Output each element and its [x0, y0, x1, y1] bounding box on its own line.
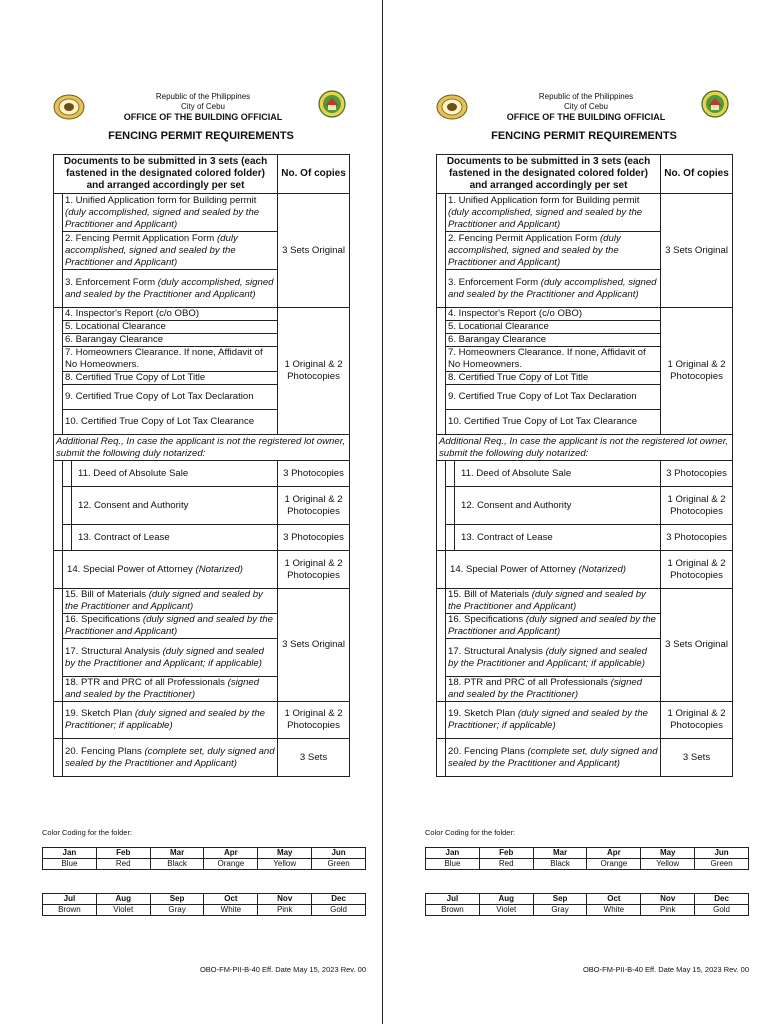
requirement-item: 18. PTR and PRC of all Professionals (signed and sealed by the Practitioner) — [446, 677, 661, 702]
color-cell: Yellow — [641, 859, 695, 870]
requirement-item: 5. Locational Clearance — [446, 321, 661, 334]
requirement-item: 8. Certified True Copy of Lot Title — [63, 372, 278, 385]
requirement-item: 19. Sketch Plan (duly signed and sealed by the Practitioner; if applicable) — [63, 702, 278, 739]
copies-column-header: No. Of copies — [278, 155, 350, 194]
color-coding-table-jul-dec — [425, 893, 749, 916]
color-cell: Brown — [43, 905, 97, 916]
document-title: FENCING PERMIT REQUIREMENTS — [491, 130, 677, 142]
requirement-item: 6. Barangay Clearance — [446, 334, 661, 347]
copies-cell: 3 Photocopies — [278, 461, 350, 487]
month-cell: Dec — [312, 894, 366, 905]
requirement-item: 2. Fencing Permit Application Form (duly accomplished, signed and sealed by the Practitioner and Applicant) — [63, 232, 278, 270]
city-line: City of Cebu — [563, 102, 609, 111]
copies-cell: 3 Sets — [661, 739, 733, 777]
color-cell: Violet — [96, 905, 150, 916]
color-cell: Green — [312, 859, 366, 870]
city-line: City of Cebu — [180, 102, 226, 111]
copies-cell: 1 Original & 2 Photocopies — [278, 487, 350, 525]
office-name: OFFICE OF THE BUILDING OFFICIAL — [506, 112, 666, 122]
requirement-item: 11. Deed of Absolute Sale — [455, 461, 661, 487]
republic-line: Republic of the Philippines — [538, 92, 634, 101]
month-cell: Aug — [96, 894, 150, 905]
requirements-table — [53, 154, 350, 777]
requirement-item: 7. Homeowners Clearance. If none, Affidavit of No Homeowners. — [446, 347, 661, 372]
month-cell: Jan — [426, 848, 480, 859]
obo-seal-icon — [316, 90, 348, 118]
documents-column-header: Documents to be submitted in 3 sets (each fastened in the designated colored folder) and arranged accordingly per set — [437, 155, 661, 194]
color-coding-label: Color Coding for the folder: — [42, 828, 133, 837]
copies-cell: 1 Original & 2 Photocopies — [661, 702, 733, 739]
cebu-city-seal-icon — [53, 94, 85, 120]
requirement-item: 1. Unified Application form for Building permit (duly accomplished, signed and sealed by the Practitioner and Applicant) — [63, 194, 278, 232]
form-code-footer: OBO-FM-PII-B-40 Eff. Date May 15, 2023 Rev. 00 — [582, 965, 749, 974]
month-cell: May — [641, 848, 695, 859]
additional-requirements-note: Additional Req., In case the applicant is not the registered lot owner, submit the following duly notarized: — [437, 435, 733, 461]
requirement-item: 15. Bill of Materials (duly signed and sealed by the Practitioner and Applicant) — [446, 589, 661, 614]
color-coding-table-jul-dec — [42, 893, 366, 916]
copies-cell: 1 Original & 2 Photocopies — [278, 308, 350, 435]
requirement-item: 13. Contract of Lease — [72, 525, 278, 551]
copies-cell: 3 Sets Original — [278, 589, 350, 702]
color-cell: Gold — [312, 905, 366, 916]
copies-cell: 1 Original & 2 Photocopies — [661, 551, 733, 589]
color-coding-table-jan-jun — [425, 847, 749, 870]
requirement-item: 10. Certified True Copy of Lot Tax Clearance — [446, 410, 661, 435]
copies-cell: 3 Photocopies — [661, 461, 733, 487]
requirement-item: 1. Unified Application form for Building permit (duly accomplished, signed and sealed by the Practitioner and Applicant) — [446, 194, 661, 232]
month-cell: Apr — [587, 848, 641, 859]
color-cell: Black — [150, 859, 204, 870]
color-coding-table-jan-jun — [42, 847, 366, 870]
copies-cell: 1 Original & 2 Photocopies — [278, 551, 350, 589]
color-cell: Gold — [695, 905, 749, 916]
color-cell: Orange — [587, 859, 641, 870]
documents-column-header: Documents to be submitted in 3 sets (each fastened in the designated colored folder) and arranged accordingly per set — [54, 155, 278, 194]
month-cell: Oct — [587, 894, 641, 905]
month-cell: Sep — [150, 894, 204, 905]
month-cell: Jul — [43, 894, 97, 905]
month-cell: Mar — [150, 848, 204, 859]
copies-cell: 1 Original & 2 Photocopies — [661, 308, 733, 435]
permit-copy-right — [383, 0, 767, 1024]
document-title: FENCING PERMIT REQUIREMENTS — [108, 130, 294, 142]
form-code-footer: OBO-FM-PII-B-40 Eff. Date May 15, 2023 Rev. 00 — [199, 965, 366, 974]
letterhead — [53, 88, 353, 128]
color-cell: Black — [533, 859, 587, 870]
requirement-item: 9. Certified True Copy of Lot Tax Declaration — [63, 385, 278, 410]
copies-cell: 1 Original & 2 Photocopies — [661, 487, 733, 525]
republic-line: Republic of the Philippines — [155, 92, 251, 101]
color-cell: Gray — [150, 905, 204, 916]
color-cell: Violet — [479, 905, 533, 916]
color-cell: White — [587, 905, 641, 916]
additional-requirements-note: Additional Req., In case the applicant is not the registered lot owner, submit the following duly notarized: — [54, 435, 350, 461]
copies-cell: 3 Sets Original — [278, 194, 350, 308]
month-cell: Jul — [426, 894, 480, 905]
copies-column-header: No. Of copies — [661, 155, 733, 194]
copies-cell: 3 Sets — [278, 739, 350, 777]
requirement-item: 18. PTR and PRC of all Professionals (signed and sealed by the Practitioner) — [63, 677, 278, 702]
month-cell: Apr — [204, 848, 258, 859]
color-cell: Orange — [204, 859, 258, 870]
requirement-item: 6. Barangay Clearance — [63, 334, 278, 347]
requirement-item: 11. Deed of Absolute Sale — [72, 461, 278, 487]
requirement-item: 2. Fencing Permit Application Form (duly accomplished, signed and sealed by the Practitioner and Applicant) — [446, 232, 661, 270]
requirement-item: 9. Certified True Copy of Lot Tax Declaration — [446, 385, 661, 410]
month-cell: Mar — [533, 848, 587, 859]
requirement-item: 20. Fencing Plans (complete set, duly signed and sealed by the Practitioner and Applicant) — [63, 739, 278, 777]
color-cell: Pink — [641, 905, 695, 916]
requirement-item: 17. Structural Analysis (duly signed and sealed by the Practitioner and Applicant; if applicable) — [63, 639, 278, 677]
copies-cell: 3 Sets Original — [661, 589, 733, 702]
month-cell: Feb — [96, 848, 150, 859]
month-cell: Nov — [641, 894, 695, 905]
requirement-item: 14. Special Power of Attorney (Notarized) — [63, 551, 278, 589]
color-cell: Brown — [426, 905, 480, 916]
color-cell: Red — [96, 859, 150, 870]
month-cell: Jan — [43, 848, 97, 859]
requirements-table — [436, 154, 733, 777]
requirement-item: 15. Bill of Materials (duly signed and sealed by the Practitioner and Applicant) — [63, 589, 278, 614]
month-cell: Aug — [479, 894, 533, 905]
month-cell: Jun — [695, 848, 749, 859]
copies-cell: 1 Original & 2 Photocopies — [278, 702, 350, 739]
copies-cell: 3 Sets Original — [661, 194, 733, 308]
color-cell: Green — [695, 859, 749, 870]
requirement-item: 5. Locational Clearance — [63, 321, 278, 334]
requirement-item: 16. Specifications (duly signed and sealed by the Practitioner and Applicant) — [446, 614, 661, 639]
color-cell: Blue — [43, 859, 97, 870]
month-cell: Sep — [533, 894, 587, 905]
office-name: OFFICE OF THE BUILDING OFFICIAL — [123, 112, 283, 122]
month-cell: Jun — [312, 848, 366, 859]
month-cell: Dec — [695, 894, 749, 905]
requirement-item: 3. Enforcement Form (duly accomplished, signed and sealed by the Practitioner and Applicant) — [63, 270, 278, 308]
cebu-city-seal-icon — [436, 94, 468, 120]
color-cell: Blue — [426, 859, 480, 870]
month-cell: Nov — [258, 894, 312, 905]
obo-seal-icon — [699, 90, 731, 118]
requirement-item: 10. Certified True Copy of Lot Tax Clearance — [63, 410, 278, 435]
requirement-item: 19. Sketch Plan (duly signed and sealed by the Practitioner; if applicable) — [446, 702, 661, 739]
requirement-item: 17. Structural Analysis (duly signed and sealed by the Practitioner and Applicant; if applicable) — [446, 639, 661, 677]
month-cell: Oct — [204, 894, 258, 905]
color-cell: White — [204, 905, 258, 916]
color-coding-label: Color Coding for the folder: — [425, 828, 516, 837]
requirement-item: 4. Inspector's Report (c/o OBO) — [446, 308, 661, 321]
requirement-item: 13. Contract of Lease — [455, 525, 661, 551]
requirement-item: 14. Special Power of Attorney (Notarized) — [446, 551, 661, 589]
copies-cell: 3 Photocopies — [278, 525, 350, 551]
month-cell: Feb — [479, 848, 533, 859]
letterhead — [436, 88, 736, 128]
requirement-item: 12. Consent and Authority — [72, 487, 278, 525]
color-cell: Pink — [258, 905, 312, 916]
requirement-item: 7. Homeowners Clearance. If none, Affidavit of No Homeowners. — [63, 347, 278, 372]
requirement-item: 16. Specifications (duly signed and sealed by the Practitioner and Applicant) — [63, 614, 278, 639]
requirement-item: 20. Fencing Plans (complete set, duly signed and sealed by the Practitioner and Applicant) — [446, 739, 661, 777]
color-cell: Yellow — [258, 859, 312, 870]
color-cell: Red — [479, 859, 533, 870]
month-cell: May — [258, 848, 312, 859]
requirement-item: 4. Inspector's Report (c/o OBO) — [63, 308, 278, 321]
requirement-item: 12. Consent and Authority — [455, 487, 661, 525]
copies-cell: 3 Photocopies — [661, 525, 733, 551]
requirement-item: 8. Certified True Copy of Lot Title — [446, 372, 661, 385]
color-cell: Gray — [533, 905, 587, 916]
requirement-item: 3. Enforcement Form (duly accomplished, signed and sealed by the Practitioner and Applicant) — [446, 270, 661, 308]
